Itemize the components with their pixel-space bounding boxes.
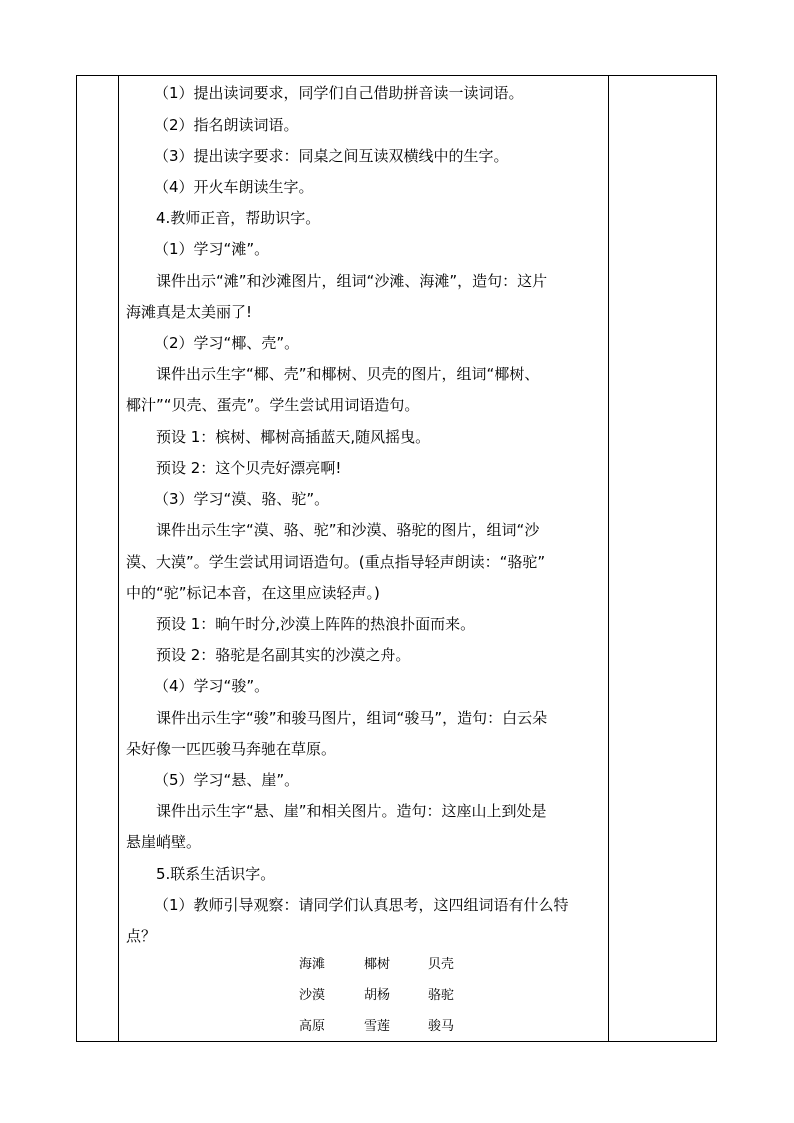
text-line: （1）学习“滩”。 xyxy=(154,240,270,258)
text-line: 课件出示生字“骏”和骏马图片，组词“骏马”，造句：白云朵 xyxy=(156,709,548,727)
text-line: 椰汁”“贝壳、蛋壳”。学生尝试用词语造句。 xyxy=(126,396,420,414)
text-line: （2）学习“椰、壳”。 xyxy=(154,334,300,352)
text-line: 中的“驼”标记本音，在这里应读轻声。) xyxy=(126,584,380,602)
word-cell: 贝壳 xyxy=(428,957,455,972)
text-line: 4.教师正音，帮助识字。 xyxy=(156,209,321,227)
text-line: 课件出示“滩”和沙滩图片，组词“沙滩、海滩”，造句：这片 xyxy=(156,272,548,290)
text-line: 预设 1：槟树、椰树高插蓝天,随风摇曳。 xyxy=(156,428,431,446)
word-cell: 骏马 xyxy=(428,1019,455,1034)
text-line: （3）学习“漠、骆、驼”。 xyxy=(154,490,330,508)
word-cell: 胡杨 xyxy=(364,988,391,1003)
text-line: 预设 1：晌午时分,沙漠上阵阵的热浪扑面而来。 xyxy=(156,615,476,633)
text-line: （2）指名朗读词语。 xyxy=(154,116,299,134)
text-line: （1）教师引导观察：请同学们认真思考，这四组词语有什么特 xyxy=(154,896,569,914)
text-line: （4）开火车朗读生字。 xyxy=(154,178,314,196)
word-cell: 雪莲 xyxy=(364,1019,391,1034)
text-line: 预设 2：骆驼是名副其实的沙漠之舟。 xyxy=(156,646,411,664)
word-cell: 高原 xyxy=(299,1019,326,1034)
text-line: 课件出示生字“漠、骆、驼”和沙漠、骆驼的图片，组词“沙 xyxy=(156,521,540,539)
word-cell: 椰树 xyxy=(364,957,391,972)
text-line: 5.联系生活识字。 xyxy=(156,865,276,883)
text-line: 海滩真是太美丽了! xyxy=(126,303,253,321)
text-line: 悬崖峭壁。 xyxy=(126,833,202,851)
text-line: （5）学习“悬、崖”。 xyxy=(154,771,300,789)
text-line: （3）提出读字要求：同桌之间互读双横线中的生字。 xyxy=(154,147,509,165)
column-divider-left xyxy=(118,76,119,1041)
text-line: 课件出示生字“悬、崖”和相关图片。造句：这座山上到处是 xyxy=(156,802,547,820)
word-cell: 沙漠 xyxy=(299,988,326,1003)
text-line: （1）提出读词要求，同学们自己借助拼音读一读词语。 xyxy=(154,84,524,102)
text-line: 漠、大漠”。学生尝试用词语造句。(重点指导轻声朗读：“骆驼” xyxy=(126,553,546,571)
text-line: 朵好像一匹匹骏马奔驰在草原。 xyxy=(126,740,337,758)
text-line: 点？ xyxy=(126,927,157,945)
word-cell: 骆驼 xyxy=(428,988,455,1003)
column-divider-right xyxy=(608,76,609,1041)
word-cell: 海滩 xyxy=(299,957,326,972)
text-line: 预设 2：这个贝壳好漂亮啊! xyxy=(156,459,342,477)
text-line: （4）学习“骏”。 xyxy=(154,677,270,695)
text-line: 课件出示生字“椰、壳”和椰树、贝壳的图片，组词“椰树、 xyxy=(156,365,540,383)
